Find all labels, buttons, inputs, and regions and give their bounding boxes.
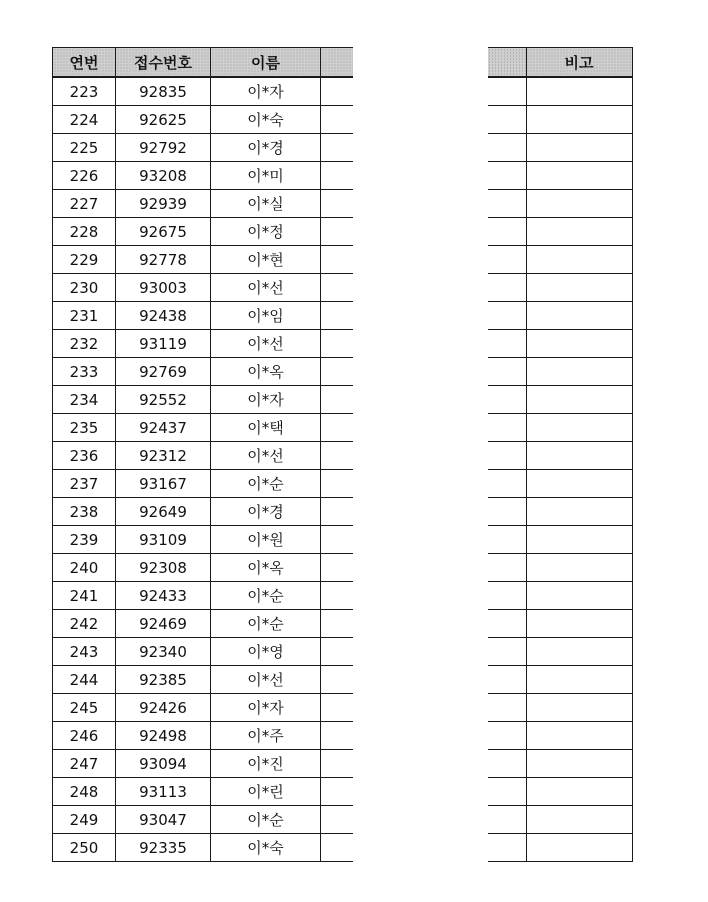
remarks-cell (526, 414, 632, 442)
table-row (488, 218, 632, 246)
receipt-number-cell: 92433 (116, 582, 211, 610)
table-row (488, 778, 632, 806)
table-row (488, 554, 632, 582)
blank-cell (488, 190, 526, 218)
name-cell: 이*순 (211, 610, 321, 638)
name-cell: 이*정 (211, 218, 321, 246)
header-blank (321, 48, 353, 78)
header-name: 이름 (211, 48, 321, 78)
table-row (53, 77, 353, 106)
remarks-cell (526, 442, 632, 470)
table-row (53, 582, 353, 610)
receipt-number-cell: 92625 (116, 106, 211, 134)
blank-cell (321, 330, 353, 358)
blank-cell (321, 77, 353, 106)
blank-cell (321, 554, 353, 582)
receipt-number-cell: 92939 (116, 190, 211, 218)
serial-cell: 226 (53, 162, 116, 190)
receipt-number-cell: 92675 (116, 218, 211, 246)
serial-cell: 232 (53, 330, 116, 358)
serial-cell: 250 (53, 834, 116, 862)
remarks-cell (526, 722, 632, 750)
serial-cell: 223 (53, 77, 116, 106)
remarks-cell (526, 358, 632, 386)
receipt-number-cell: 92335 (116, 834, 211, 862)
name-cell: 이*현 (211, 246, 321, 274)
remarks-cell (526, 77, 632, 106)
serial-cell: 237 (53, 470, 116, 498)
name-cell: 이*옥 (211, 554, 321, 582)
remarks-table (488, 47, 633, 862)
serial-cell: 246 (53, 722, 116, 750)
blank-cell (488, 666, 526, 694)
name-cell: 이*영 (211, 638, 321, 666)
name-cell: 이*순 (211, 470, 321, 498)
blank-cell (488, 610, 526, 638)
blank-cell (488, 778, 526, 806)
name-cell: 이*숙 (211, 834, 321, 862)
name-cell: 이*숙 (211, 106, 321, 134)
remarks-cell (526, 750, 632, 778)
remarks-cell (526, 470, 632, 498)
blank-cell (321, 274, 353, 302)
name-cell: 이*선 (211, 274, 321, 302)
name-cell: 이*자 (211, 694, 321, 722)
name-cell: 이*자 (211, 77, 321, 106)
serial-cell: 231 (53, 302, 116, 330)
name-cell: 이*순 (211, 806, 321, 834)
blank-cell (488, 358, 526, 386)
table-row (53, 442, 353, 470)
receipt-number-cell: 92308 (116, 554, 211, 582)
remarks-cell (526, 190, 632, 218)
remarks-cell (526, 330, 632, 358)
table-row (488, 330, 632, 358)
blank-cell (488, 134, 526, 162)
remarks-cell (526, 694, 632, 722)
table-row (488, 750, 632, 778)
table-row (488, 470, 632, 498)
remarks-cell (526, 554, 632, 582)
table-row (53, 722, 353, 750)
blank-cell (488, 246, 526, 274)
blank-cell (488, 526, 526, 554)
remarks-cell (526, 778, 632, 806)
receipt-number-cell: 93047 (116, 806, 211, 834)
header-serial: 연번 (53, 48, 116, 78)
table-body (488, 77, 632, 862)
table-row (53, 190, 353, 218)
serial-cell: 244 (53, 666, 116, 694)
serial-cell: 234 (53, 386, 116, 414)
header-row (488, 48, 632, 78)
receipt-number-cell: 93109 (116, 526, 211, 554)
receipt-number-cell: 92498 (116, 722, 211, 750)
table-row (53, 526, 353, 554)
table-row (488, 666, 632, 694)
table-row (53, 302, 353, 330)
receipt-number-cell: 93113 (116, 778, 211, 806)
blank-cell (488, 442, 526, 470)
blank-cell (321, 414, 353, 442)
blank-cell (321, 498, 353, 526)
serial-cell: 241 (53, 582, 116, 610)
name-cell: 이*임 (211, 302, 321, 330)
header-blank (488, 48, 526, 78)
blank-cell (321, 694, 353, 722)
remarks-cell (526, 302, 632, 330)
name-cell: 이*옥 (211, 358, 321, 386)
table-row (488, 358, 632, 386)
name-cell: 이*주 (211, 722, 321, 750)
blank-cell (488, 77, 526, 106)
table-row (488, 722, 632, 750)
receipt-number-cell: 93167 (116, 470, 211, 498)
table-row (53, 386, 353, 414)
blank-cell (321, 610, 353, 638)
table-row (53, 134, 353, 162)
table-row (488, 386, 632, 414)
table-row (53, 638, 353, 666)
serial-cell: 239 (53, 526, 116, 554)
table-row (488, 274, 632, 302)
table-row (53, 218, 353, 246)
serial-cell: 229 (53, 246, 116, 274)
table-body (53, 77, 353, 862)
receipt-number-cell: 92552 (116, 386, 211, 414)
table-row (488, 414, 632, 442)
receipt-number-cell: 92835 (116, 77, 211, 106)
receipt-number-cell: 93208 (116, 162, 211, 190)
receipt-number-cell: 92437 (116, 414, 211, 442)
blank-cell (321, 386, 353, 414)
serial-cell: 249 (53, 806, 116, 834)
blank-cell (321, 778, 353, 806)
table-row (53, 834, 353, 862)
table-row (53, 162, 353, 190)
blank-cell (488, 554, 526, 582)
name-cell: 이*선 (211, 330, 321, 358)
serial-cell: 247 (53, 750, 116, 778)
table-row (488, 162, 632, 190)
table-row (53, 274, 353, 302)
blank-cell (488, 582, 526, 610)
remarks-cell (526, 162, 632, 190)
remarks-cell (526, 666, 632, 694)
header-row (53, 48, 353, 78)
table-row (53, 358, 353, 386)
table-row (488, 834, 632, 862)
remarks-cell (526, 638, 632, 666)
receipt-number-cell: 92426 (116, 694, 211, 722)
remarks-cell (526, 386, 632, 414)
table-row (53, 778, 353, 806)
serial-cell: 238 (53, 498, 116, 526)
blank-cell (488, 834, 526, 862)
name-cell: 이*순 (211, 582, 321, 610)
receipt-number-cell: 92649 (116, 498, 211, 526)
table-row (488, 582, 632, 610)
serial-cell: 230 (53, 274, 116, 302)
name-cell: 이*린 (211, 778, 321, 806)
blank-cell (488, 722, 526, 750)
blank-cell (321, 806, 353, 834)
blank-cell (488, 106, 526, 134)
blank-cell (321, 218, 353, 246)
blank-cell (488, 302, 526, 330)
blank-cell (488, 386, 526, 414)
blank-cell (321, 190, 353, 218)
receipt-number-cell: 92792 (116, 134, 211, 162)
serial-cell: 248 (53, 778, 116, 806)
remarks-cell (526, 526, 632, 554)
serial-cell: 225 (53, 134, 116, 162)
remarks-cell (526, 610, 632, 638)
name-cell: 이*선 (211, 442, 321, 470)
serial-cell: 228 (53, 218, 116, 246)
table-row (53, 498, 353, 526)
table-row (53, 470, 353, 498)
blank-cell (321, 834, 353, 862)
applicant-table (52, 47, 353, 862)
blank-cell (321, 442, 353, 470)
blank-cell (488, 162, 526, 190)
blank-cell (321, 470, 353, 498)
name-cell: 이*원 (211, 526, 321, 554)
blank-cell (321, 134, 353, 162)
receipt-number-cell: 93094 (116, 750, 211, 778)
remarks-cell (526, 106, 632, 134)
table-row (53, 554, 353, 582)
serial-cell: 227 (53, 190, 116, 218)
blank-cell (488, 638, 526, 666)
blank-cell (321, 302, 353, 330)
name-cell: 이*택 (211, 414, 321, 442)
serial-cell: 224 (53, 106, 116, 134)
name-cell: 이*경 (211, 498, 321, 526)
name-cell: 이*경 (211, 134, 321, 162)
receipt-number-cell: 93003 (116, 274, 211, 302)
blank-cell (321, 638, 353, 666)
receipt-number-cell: 92340 (116, 638, 211, 666)
blank-cell (321, 246, 353, 274)
table-row (488, 246, 632, 274)
receipt-number-cell: 92778 (116, 246, 211, 274)
blank-cell (488, 470, 526, 498)
table-row (53, 106, 353, 134)
blank-cell (321, 162, 353, 190)
table-row (488, 106, 632, 134)
table-row (488, 442, 632, 470)
blank-cell (321, 526, 353, 554)
blank-cell (488, 218, 526, 246)
serial-cell: 242 (53, 610, 116, 638)
blank-cell (321, 750, 353, 778)
remarks-cell (526, 806, 632, 834)
table-row (488, 498, 632, 526)
serial-cell: 245 (53, 694, 116, 722)
table-row (488, 694, 632, 722)
receipt-number-cell: 92769 (116, 358, 211, 386)
receipt-number-cell: 93119 (116, 330, 211, 358)
header-remarks: 비고 (526, 48, 632, 78)
blank-cell (321, 722, 353, 750)
blank-cell (488, 274, 526, 302)
name-cell: 이*자 (211, 386, 321, 414)
header-receipt-number: 접수번호 (116, 48, 211, 78)
table-row (53, 610, 353, 638)
remarks-cell (526, 218, 632, 246)
table-row (488, 77, 632, 106)
blank-cell (488, 694, 526, 722)
blank-cell (488, 414, 526, 442)
name-cell: 이*미 (211, 162, 321, 190)
remarks-cell (526, 274, 632, 302)
blank-cell (488, 806, 526, 834)
receipt-number-cell: 92385 (116, 666, 211, 694)
blank-cell (321, 582, 353, 610)
blank-cell (321, 666, 353, 694)
blank-cell (321, 106, 353, 134)
table-row (53, 694, 353, 722)
name-cell: 이*진 (211, 750, 321, 778)
serial-cell: 233 (53, 358, 116, 386)
remarks-cell (526, 134, 632, 162)
table-row (488, 638, 632, 666)
serial-cell: 236 (53, 442, 116, 470)
serial-cell: 235 (53, 414, 116, 442)
receipt-number-cell: 92438 (116, 302, 211, 330)
table-row (53, 806, 353, 834)
remarks-cell (526, 246, 632, 274)
serial-cell: 240 (53, 554, 116, 582)
table-row (53, 750, 353, 778)
blank-cell (488, 750, 526, 778)
blank-cell (488, 330, 526, 358)
receipt-number-cell: 92469 (116, 610, 211, 638)
blank-cell (488, 498, 526, 526)
table-row (488, 610, 632, 638)
name-cell: 이*실 (211, 190, 321, 218)
table-row (53, 246, 353, 274)
table-row (488, 806, 632, 834)
remarks-cell (526, 498, 632, 526)
blank-cell (321, 358, 353, 386)
remarks-cell (526, 582, 632, 610)
table-row (488, 302, 632, 330)
table-row (488, 190, 632, 218)
remarks-cell (526, 834, 632, 862)
name-cell: 이*선 (211, 666, 321, 694)
table-row (53, 414, 353, 442)
table-row (488, 134, 632, 162)
table-row (488, 526, 632, 554)
receipt-number-cell: 92312 (116, 442, 211, 470)
table-row (53, 330, 353, 358)
table-row (53, 666, 353, 694)
serial-cell: 243 (53, 638, 116, 666)
